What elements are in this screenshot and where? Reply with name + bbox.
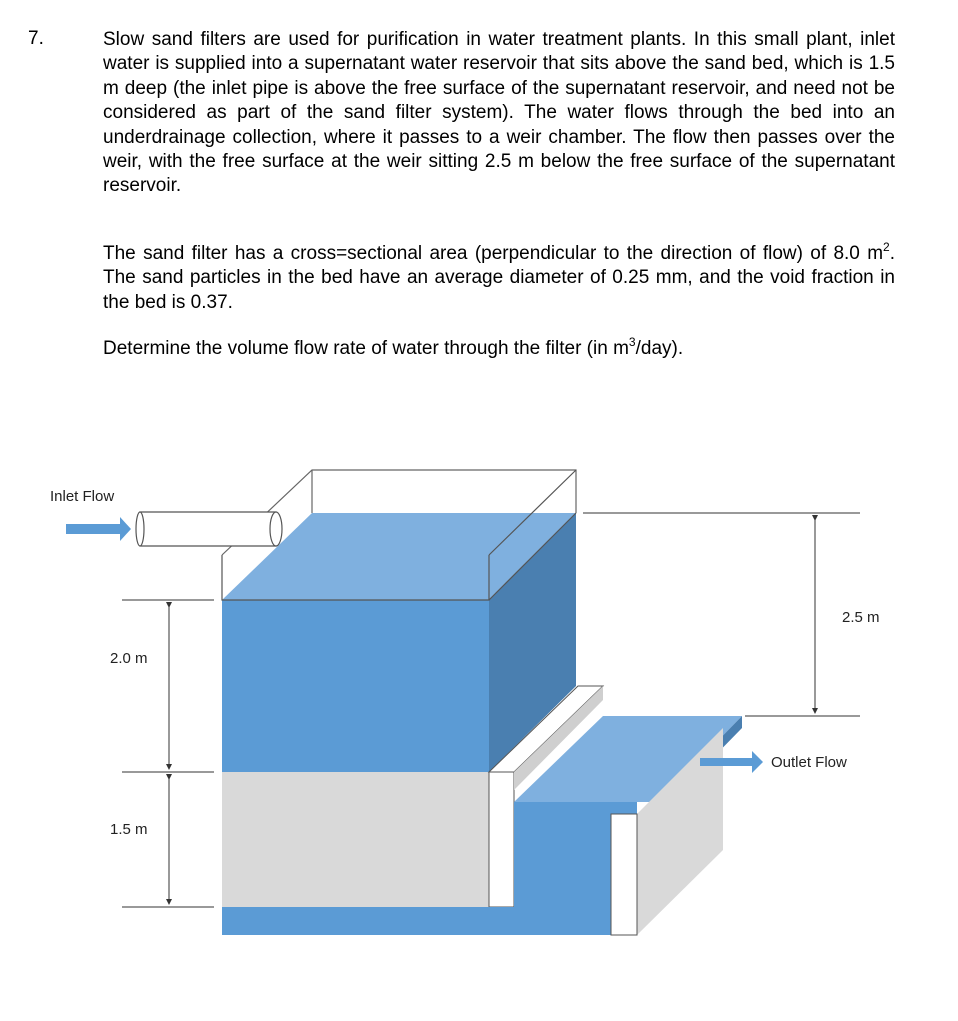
question-start: Determine the volume flow rate of water through the filter (in m	[103, 338, 629, 359]
question-number: 7.	[28, 28, 44, 49]
question-end: /day).	[635, 338, 684, 359]
partition-wall	[489, 772, 514, 907]
inlet-arrow-icon	[66, 517, 131, 541]
paragraph-1-text: Slow sand filters are used for purification in water treatment plants. In this small plant, inlet water is supplied into a supernatant water reservoir that sits above the sand bed, which is 1.5 m deep (the inlet pipe is above the free surface of the supernatant reservoir, and need not be considered as part of the sand filter system). The water flows through the bed into an underdrainage collection, where it passes to a weir chamber. The flow then passes over the weir, with the free surface at the weir sitting 2.5 m below the free surface of the supernatant reservoir.	[103, 29, 895, 197]
head-difference-label: 2.5 m	[842, 609, 880, 626]
inlet-flow-label: Inlet Flow	[50, 488, 115, 505]
area-exponent: 2	[883, 239, 890, 254]
supernatant-depth-label: 2.0 m	[110, 650, 148, 667]
sand-depth-label: 1.5 m	[110, 821, 148, 838]
weir-plate	[611, 814, 637, 935]
supernatant-reservoir	[222, 600, 489, 772]
volume-exponent: 3	[628, 334, 636, 349]
paragraph-2-start: The sand filter has a cross=sectional area (perpendicular to the direction of flow) of 8.0 m	[103, 243, 884, 264]
outlet-flow-label: Outlet Flow	[771, 754, 847, 771]
sand-bed	[222, 772, 489, 907]
paragraph-2-end: . The sand particles in the bed have an average diameter of 0.25 mm, and the void fraction in the bed is 0.37.	[103, 243, 895, 313]
inlet-pipe	[136, 512, 282, 546]
